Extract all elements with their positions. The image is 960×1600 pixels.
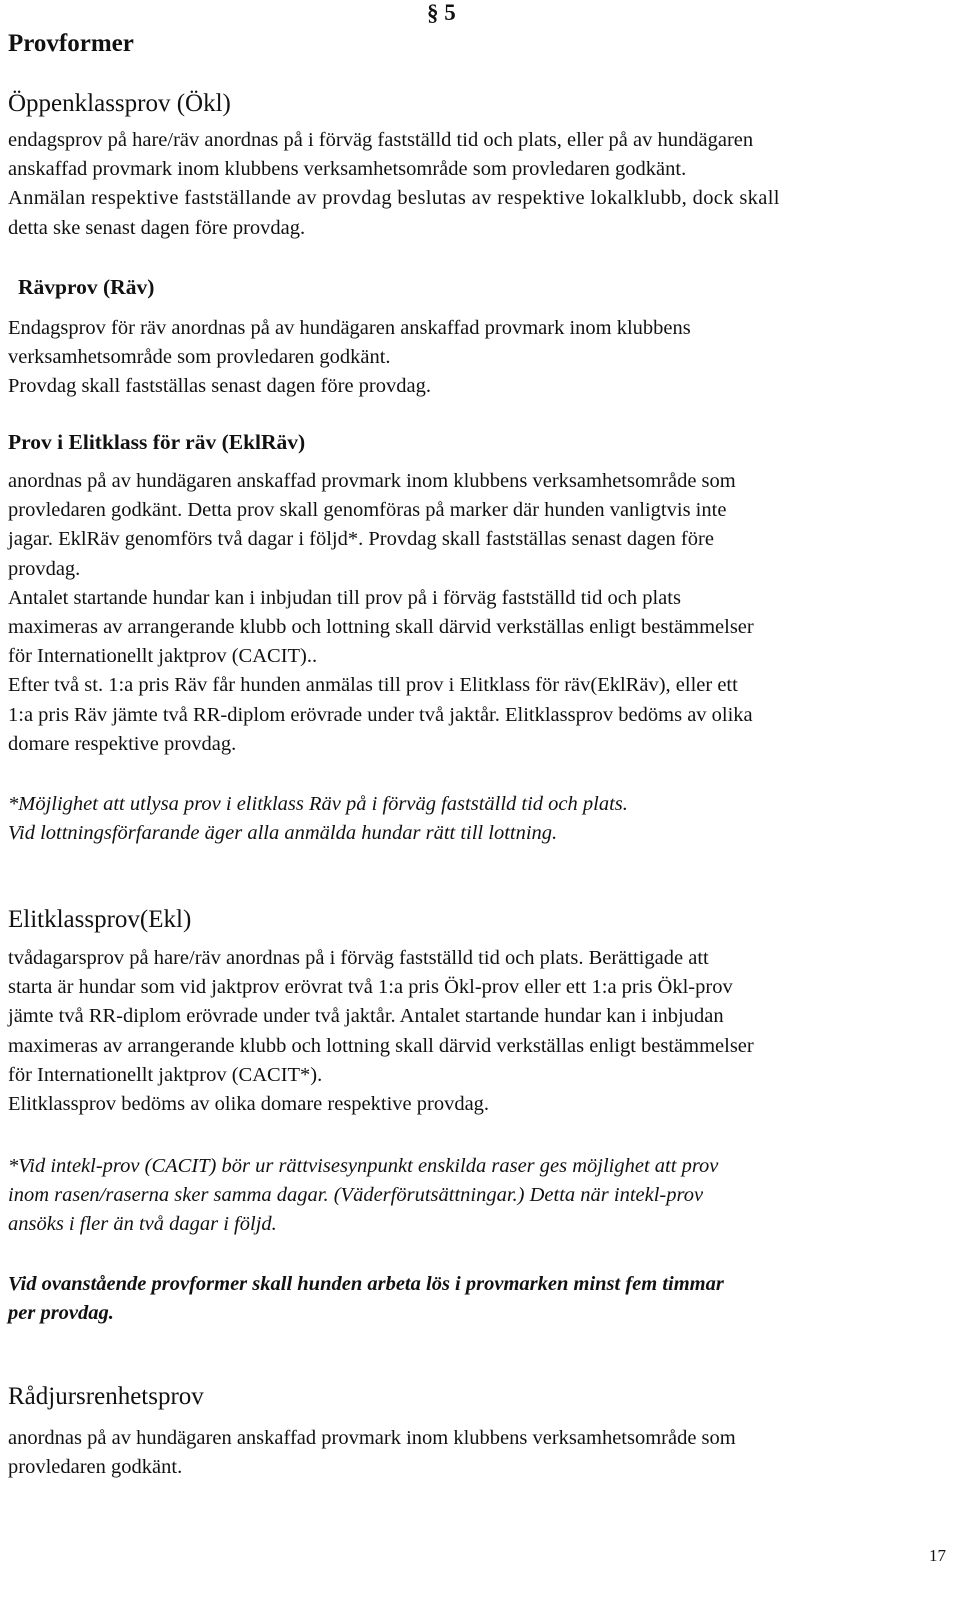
emphasis-line: Vid ovanstående provformer skall hunden arbeta lös i provmarken minst fem timmar (8, 1273, 724, 1295)
text-line: jämte två RR-diplom erövrade under två jaktår. Antalet startande hundar kan i inbjudan (8, 1005, 724, 1028)
text-line: maximeras av arrangerande klubb och lottning skall därvid verkställas enligt bestämmelser (8, 616, 754, 639)
note-line: Vid lottningsförfarande äger alla anmälda hundar rätt till lottning. (8, 822, 558, 845)
text-line: Elitklassprov bedöms av olika domare respektive provdag. (8, 1093, 490, 1116)
paragraph-radjur (8, 1424, 943, 1482)
text-line: anordnas på av hundägaren anskaffad provmark inom klubbens verksamhetsområde som (8, 1427, 736, 1449)
text-line: provledaren godkänt. Detta prov skall genomföras på marker där hunden vanligtvis inte (8, 499, 727, 522)
text-line: tvådagarsprov på hare/räv anordnas på i förväg fastställd tid och plats. Berättigade att (8, 947, 709, 969)
emphasis-ekl (8, 1270, 943, 1328)
paragraph-rav (8, 314, 943, 402)
text-line: maximeras av arrangerande klubb och lottning skall därvid verkställas enligt bestämmelser (8, 1034, 754, 1057)
text-line: verksamhetsområde som provledaren godkänt. (8, 346, 391, 369)
heading-okl: Öppenklassprov (Ökl) (8, 90, 231, 117)
note-eklrav (8, 790, 943, 848)
heading-radjur: Rådjursrenhetsprov (8, 1383, 204, 1410)
text-line: för Internationellt jaktprov (CACIT).. (8, 645, 318, 668)
text-line: Provdag skall fastställas senast dagen före provdag. (8, 375, 431, 398)
note-line: ansöks i fler än två dagar i följd. (8, 1213, 277, 1236)
text-line: anordnas på av hundägaren anskaffad provmark inom klubbens verksamhetsområde som (8, 470, 736, 492)
section-number: § 5 (427, 0, 456, 25)
text-line: endagsprov på hare/räv anordnas på i förväg fastställd tid och plats, eller på av hundägaren (8, 129, 754, 151)
text-line: 1:a pris Räv jämte två RR-diplom erövrade under två jaktår. Elitklassprov bedöms av olika (8, 703, 753, 726)
text-line: jagar. EklRäv genomförs två dagar i följd*. Provdag skall fastställas senast dagen före (8, 528, 714, 551)
text-line: Anmälan respektive fastställande av provdag beslutas av respektive lokalklubb, dock skall (8, 187, 780, 210)
heading-eklrav: Prov i Elitklass för räv (EklRäv) (8, 430, 306, 454)
text-line: provledaren godkänt. (8, 1456, 183, 1479)
heading-ekl: Elitklassprov(Ekl) (8, 906, 192, 933)
text-line: Efter två st. 1:a pris Räv får hunden anmälas till prov i Elitklass för räv(EklRäv), eller ett (8, 674, 738, 697)
note-line: inom rasen/raserna sker samma dagar. (Väderförutsättningar.) Detta när intekl-prov (8, 1184, 704, 1207)
page-number: 17 (929, 1546, 946, 1565)
page-title: Provformer (8, 30, 134, 57)
text-line: anskaffad provmark inom klubbens verksamhetsområde som provledaren godkänt. (8, 158, 687, 181)
text-line: Antalet startande hundar kan i inbjudan till prov på i förväg fastställd tid och plats (8, 586, 681, 609)
text-line: provdag. (8, 557, 81, 580)
text-line: starta är hundar som vid jaktprov erövrat två 1:a pris Ökl-prov eller ett 1:a pris Ökl-prov (8, 976, 733, 999)
note-line: *Möjlighet att utlysa prov i elitklass Räv på i förväg fastställd tid och plats. (8, 793, 628, 815)
paragraph-eklrav (8, 467, 943, 759)
text-line: detta ske senast dagen före provdag. (8, 216, 306, 239)
note-ekl (8, 1152, 943, 1240)
text-line: domare respektive provdag. (8, 732, 237, 755)
text-line: för Internationellt jaktprov (CACIT*). (8, 1063, 323, 1086)
paragraph-ekl (8, 944, 943, 1119)
emphasis-line: per provdag. (8, 1302, 114, 1325)
note-line: *Vid intekl-prov (CACIT) bör ur rättvisesynpunkt enskilda raser ges möjlighet att prov (8, 1155, 719, 1177)
paragraph-okl (8, 126, 943, 243)
heading-rav: Rävprov (Räv) (18, 275, 155, 299)
text-line: Endagsprov för räv anordnas på av hundägaren anskaffad provmark inom klubbens (8, 317, 691, 339)
